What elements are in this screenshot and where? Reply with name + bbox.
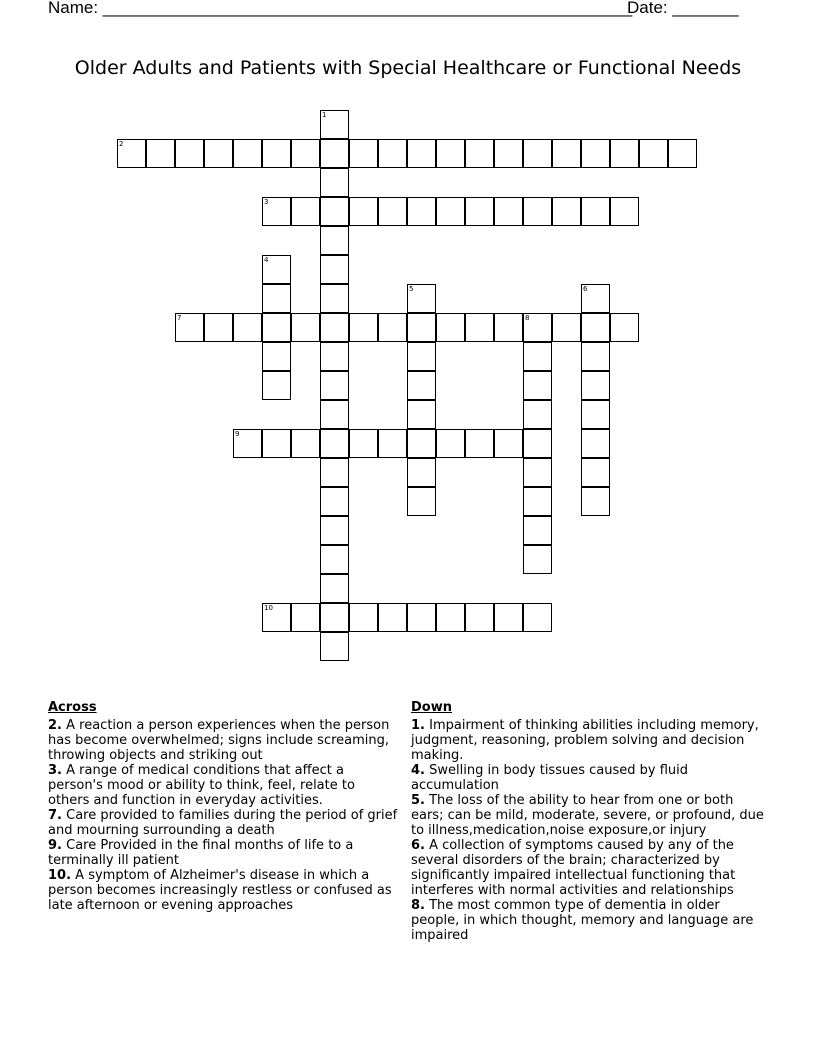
clue-number: 4	[264, 256, 269, 264]
grid-cell[interactable]	[320, 429, 349, 458]
grid-cell[interactable]	[407, 429, 436, 458]
clue-text: The most common type of dementia in older people, in which thought, memory and language are impaired	[411, 898, 754, 943]
grid-cell[interactable]	[494, 603, 523, 632]
clue-text: Care Provided in the final months of life to a terminally ill patient	[48, 838, 354, 868]
grid-cell[interactable]	[610, 313, 639, 342]
clue-number: 10	[264, 604, 273, 612]
across-clue	[48, 868, 400, 913]
grid-cell[interactable]	[581, 458, 610, 487]
grid-cell[interactable]	[407, 284, 436, 313]
grid-cell[interactable]	[610, 197, 639, 226]
grid-cell[interactable]	[581, 284, 610, 313]
down-clue	[411, 763, 769, 793]
clue-number: 4.	[411, 763, 425, 778]
clue-number: 2.	[48, 718, 62, 733]
grid-cell[interactable]	[349, 429, 378, 458]
page-title: Older Adults and Patients with Special Healthcare or Functional Needs	[74, 57, 742, 79]
grid-cell[interactable]	[349, 197, 378, 226]
across-clues	[48, 700, 400, 913]
grid-cell[interactable]	[262, 139, 291, 168]
grid-cell[interactable]	[523, 516, 552, 545]
clue-text: A reaction a person experiences when the person has become overwhelmed; signs include screaming, throwing objects and striking out	[48, 718, 390, 763]
grid-cell[interactable]	[291, 603, 320, 632]
clue-text: A collection of symptoms caused by any of the several disorders of the brain; characterized by significantly impaired intellectual functioning that interferes with normal activities and relationships	[411, 838, 736, 898]
grid-cell[interactable]	[523, 342, 552, 371]
grid-cell[interactable]	[320, 139, 349, 168]
grid-cell[interactable]	[581, 139, 610, 168]
clue-number: 9.	[48, 838, 62, 853]
clue-number: 7.	[48, 808, 62, 823]
grid-cell[interactable]	[262, 371, 291, 400]
clue-number: 1	[322, 111, 327, 119]
grid-cell[interactable]	[349, 313, 378, 342]
clue-text: Swelling in body tissues caused by fluid accumulation	[411, 763, 688, 793]
grid-cell[interactable]	[639, 139, 668, 168]
grid-cell[interactable]	[581, 487, 610, 516]
clue-number: 5	[409, 285, 414, 293]
grid-cell[interactable]	[378, 429, 407, 458]
clue-text: A symptom of Alzheimer's disease in which a person becomes increasingly restless or confused as late afternoon or evening approaches	[48, 868, 392, 913]
clue-number: 5.	[411, 793, 425, 808]
grid-cell[interactable]	[581, 400, 610, 429]
grid-cell[interactable]	[233, 313, 262, 342]
down-clue	[411, 898, 769, 943]
grid-cell[interactable]	[523, 545, 552, 574]
grid-cell[interactable]	[407, 313, 436, 342]
grid-cell[interactable]	[320, 458, 349, 487]
grid-cell[interactable]	[320, 255, 349, 284]
grid-cell[interactable]	[320, 226, 349, 255]
grid-cell[interactable]	[320, 545, 349, 574]
clue-number: 9	[235, 430, 240, 438]
grid-cell[interactable]	[436, 139, 465, 168]
grid-cell[interactable]	[262, 342, 291, 371]
grid-cell[interactable]	[407, 603, 436, 632]
clue-number: 6	[583, 285, 588, 293]
down-heading: Down	[411, 700, 452, 715]
across-clue	[48, 838, 400, 868]
grid-cell[interactable]	[407, 400, 436, 429]
grid-cell[interactable]	[262, 313, 291, 342]
clue-number: 2	[119, 140, 124, 148]
grid-cell[interactable]	[407, 487, 436, 516]
across-clue	[48, 763, 400, 808]
grid-cell[interactable]	[320, 574, 349, 603]
grid-cell[interactable]	[523, 197, 552, 226]
grid-cell[interactable]	[465, 313, 494, 342]
grid-cell[interactable]	[291, 313, 320, 342]
grid-cell[interactable]	[465, 603, 494, 632]
across-clue-list	[48, 718, 400, 913]
grid-cell[interactable]	[378, 139, 407, 168]
grid-cell[interactable]	[465, 139, 494, 168]
grid-cell[interactable]	[262, 197, 291, 226]
grid-cell[interactable]	[436, 429, 465, 458]
clue-text: A range of medical conditions that affect a person's mood or ability to think, feel, relate to others and function in everyday activities.	[48, 763, 355, 808]
grid-cell[interactable]	[291, 197, 320, 226]
grid-cell[interactable]	[146, 139, 175, 168]
grid-cell[interactable]	[320, 197, 349, 226]
clue-text: Care provided to families during the period of grief and mourning surrounding a death	[48, 808, 398, 838]
grid-cell[interactable]	[291, 429, 320, 458]
grid-cell[interactable]	[349, 603, 378, 632]
grid-cell[interactable]	[407, 342, 436, 371]
grid-cell[interactable]	[320, 342, 349, 371]
grid-cell[interactable]	[494, 139, 523, 168]
grid-cell[interactable]	[291, 139, 320, 168]
grid-cell[interactable]	[465, 197, 494, 226]
grid-cell[interactable]	[320, 110, 349, 139]
grid-cell[interactable]	[320, 516, 349, 545]
grid-cell[interactable]	[581, 342, 610, 371]
grid-cell[interactable]	[407, 197, 436, 226]
grid-cell[interactable]	[204, 313, 233, 342]
grid-cell[interactable]	[581, 197, 610, 226]
grid-cell[interactable]	[494, 313, 523, 342]
grid-cell[interactable]	[523, 371, 552, 400]
name-line: Name: ________________________________________________________	[48, 0, 633, 17]
grid-cell[interactable]	[320, 313, 349, 342]
clue-number: 8.	[411, 898, 425, 913]
grid-cell[interactable]	[523, 429, 552, 458]
grid-cell[interactable]	[320, 284, 349, 313]
grid-cell[interactable]	[349, 139, 378, 168]
grid-cell[interactable]	[407, 458, 436, 487]
grid-cell[interactable]	[581, 429, 610, 458]
down-clue	[411, 718, 769, 763]
grid-cell[interactable]	[523, 458, 552, 487]
clue-number: 6.	[411, 838, 425, 853]
grid-cell[interactable]	[465, 429, 494, 458]
grid-cell[interactable]	[175, 139, 204, 168]
grid-cell[interactable]	[378, 313, 407, 342]
grid-cell[interactable]	[320, 371, 349, 400]
clue-number: 3.	[48, 763, 62, 778]
grid-cell[interactable]	[523, 487, 552, 516]
grid-cell[interactable]	[494, 197, 523, 226]
grid-cell[interactable]	[233, 429, 262, 458]
grid-cell[interactable]	[262, 284, 291, 313]
grid-cell[interactable]	[233, 139, 262, 168]
down-clue	[411, 793, 769, 838]
grid-cell[interactable]	[262, 255, 291, 284]
grid-cell[interactable]	[610, 139, 639, 168]
grid-cell[interactable]	[204, 139, 233, 168]
across-heading: Across	[48, 700, 97, 715]
grid-cell[interactable]	[407, 139, 436, 168]
grid-cell[interactable]	[436, 197, 465, 226]
grid-cell[interactable]	[117, 139, 146, 168]
grid-cell[interactable]	[523, 313, 552, 342]
grid-cell[interactable]	[320, 168, 349, 197]
grid-cell[interactable]	[581, 313, 610, 342]
grid-cell[interactable]	[523, 400, 552, 429]
grid-cell[interactable]	[378, 603, 407, 632]
clue-text: The loss of the ability to hear from one or both ears; can be mild, moderate, severe, or profound, due to illness,medication,noise exposure,or injury	[411, 793, 764, 838]
grid-cell[interactable]	[523, 139, 552, 168]
grid-cell[interactable]	[581, 371, 610, 400]
grid-cell[interactable]	[262, 429, 291, 458]
across-clue	[48, 808, 400, 838]
grid-cell[interactable]	[436, 313, 465, 342]
grid-cell[interactable]	[320, 487, 349, 516]
grid-cell[interactable]	[378, 197, 407, 226]
grid-cell[interactable]	[494, 429, 523, 458]
grid-cell[interactable]	[552, 313, 581, 342]
grid-cell[interactable]	[407, 371, 436, 400]
date-line: Date: _______	[627, 0, 739, 17]
across-clue	[48, 718, 400, 763]
grid-cell[interactable]	[436, 603, 465, 632]
grid-cell[interactable]	[320, 400, 349, 429]
down-clue-list	[411, 718, 769, 943]
clue-number: 8	[525, 314, 530, 322]
grid-cell[interactable]	[552, 139, 581, 168]
clue-number: 1.	[411, 718, 425, 733]
clue-number: 10.	[48, 868, 72, 883]
clue-text: Impairment of thinking abilities including memory, judgment, reasoning, problem solving and decision making.	[411, 718, 759, 763]
grid-cell[interactable]	[552, 197, 581, 226]
down-clue	[411, 838, 769, 898]
grid-cell[interactable]	[320, 632, 349, 661]
grid-cell[interactable]	[320, 603, 349, 632]
clue-number: 7	[177, 314, 182, 322]
down-clues	[411, 700, 769, 943]
grid-cell[interactable]	[175, 313, 204, 342]
grid-cell[interactable]	[668, 139, 697, 168]
grid-cell[interactable]	[262, 603, 291, 632]
clue-number: 3	[264, 198, 269, 206]
grid-cell[interactable]	[523, 603, 552, 632]
